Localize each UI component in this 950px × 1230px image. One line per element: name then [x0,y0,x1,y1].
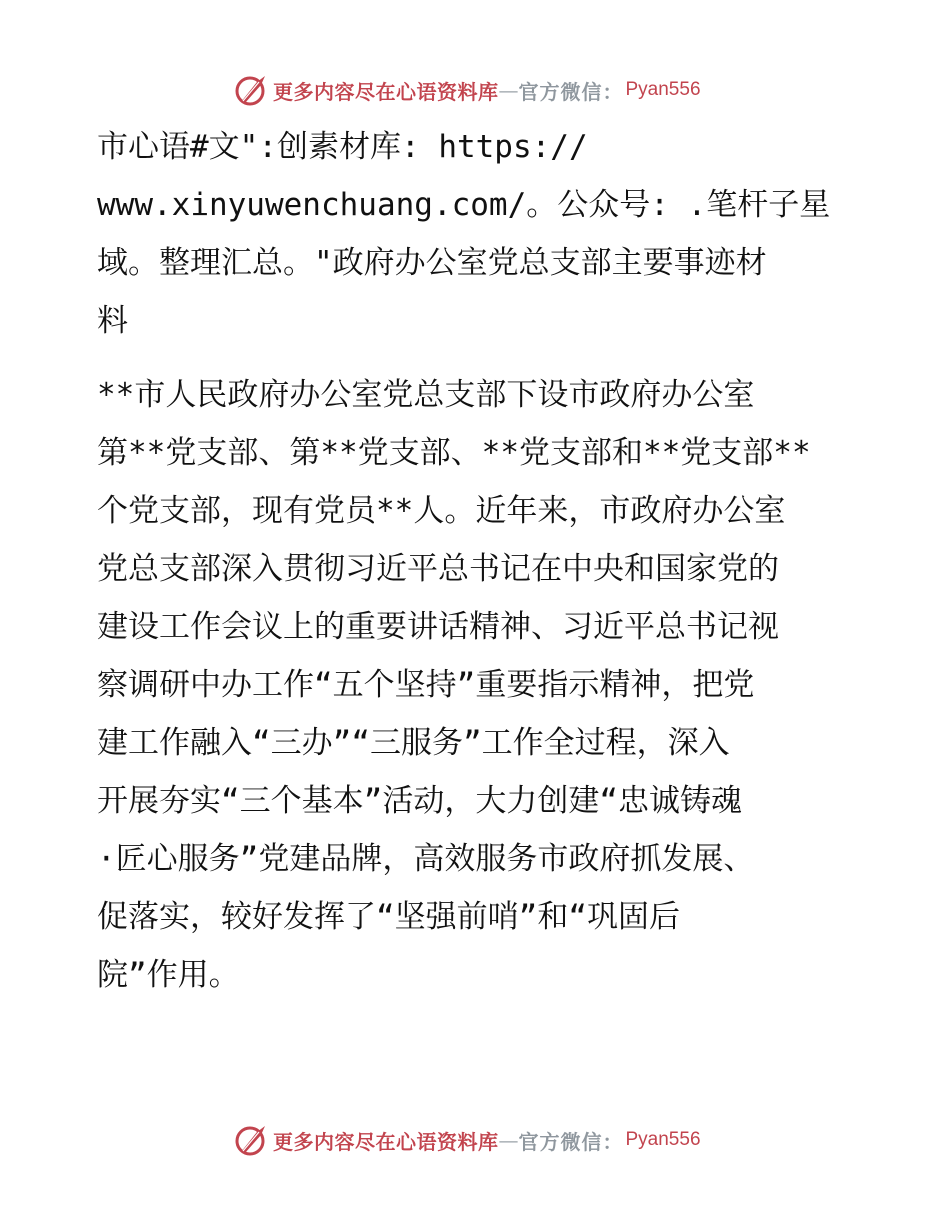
text-line: 促落实，较好发挥了“坚强前哨”和“巩固后 [97,899,680,935]
paragraph-body [97,366,857,1004]
text-line: 建设工作会议上的重要讲话精神、习近平总书记视 [97,609,779,645]
text-line: 建工作融入“三办”“三服务”工作全过程，深入 [97,725,730,761]
banner-wechat-label: 官方微信： [518,79,624,104]
text-line: www.xinyuwenchuang.com/。公众号: .笔杆子星 [97,187,831,223]
banner-main-text: 更多内容尽在心语资料库 [273,1129,499,1154]
text-line: 开展夯实“三个基本”活动，大力创建“忠诚铸魂 [97,783,742,819]
banner-wechat-id: Pyan556 [625,1129,701,1150]
text-line: 料 [97,303,128,339]
quill-logo-icon [233,1122,269,1158]
text-line: 党总支部深入贯彻习近平总书记在中央和国家党的 [97,551,779,587]
header-banner [233,72,701,108]
text-line: 察调研中办工作“五个坚持”重要指示精神，把党 [97,667,755,703]
text-line: 个党支部，现有党员**人。近年来，市政府办公室 [97,493,786,529]
banner-wechat-id: Pyan556 [625,79,701,100]
banner-main-text: 更多内容尽在心语资料库 [273,79,499,104]
text-line: 市心语#文":创素材库: https:// [97,129,588,165]
footer-banner [233,1122,701,1158]
text-line: **市人民政府办公室党总支部下设市政府办公室 [97,377,755,413]
banner-dash: — [498,1128,519,1152]
text-line: ·匠心服务”党建品牌，高效服务市政府抓发展、 [97,841,755,877]
paragraph-intro [97,118,857,350]
banner-wechat-label: 官方微信： [518,1129,624,1154]
text-line: 第**党支部、第**党支部、**党支部和**党支部** [97,435,811,471]
banner-dash: — [498,78,519,102]
text-line: 域。整理汇总。"政府办公室党总支部主要事迹材 [97,245,767,281]
text-line: 院”作用。 [97,957,240,993]
quill-logo-icon [233,72,269,108]
